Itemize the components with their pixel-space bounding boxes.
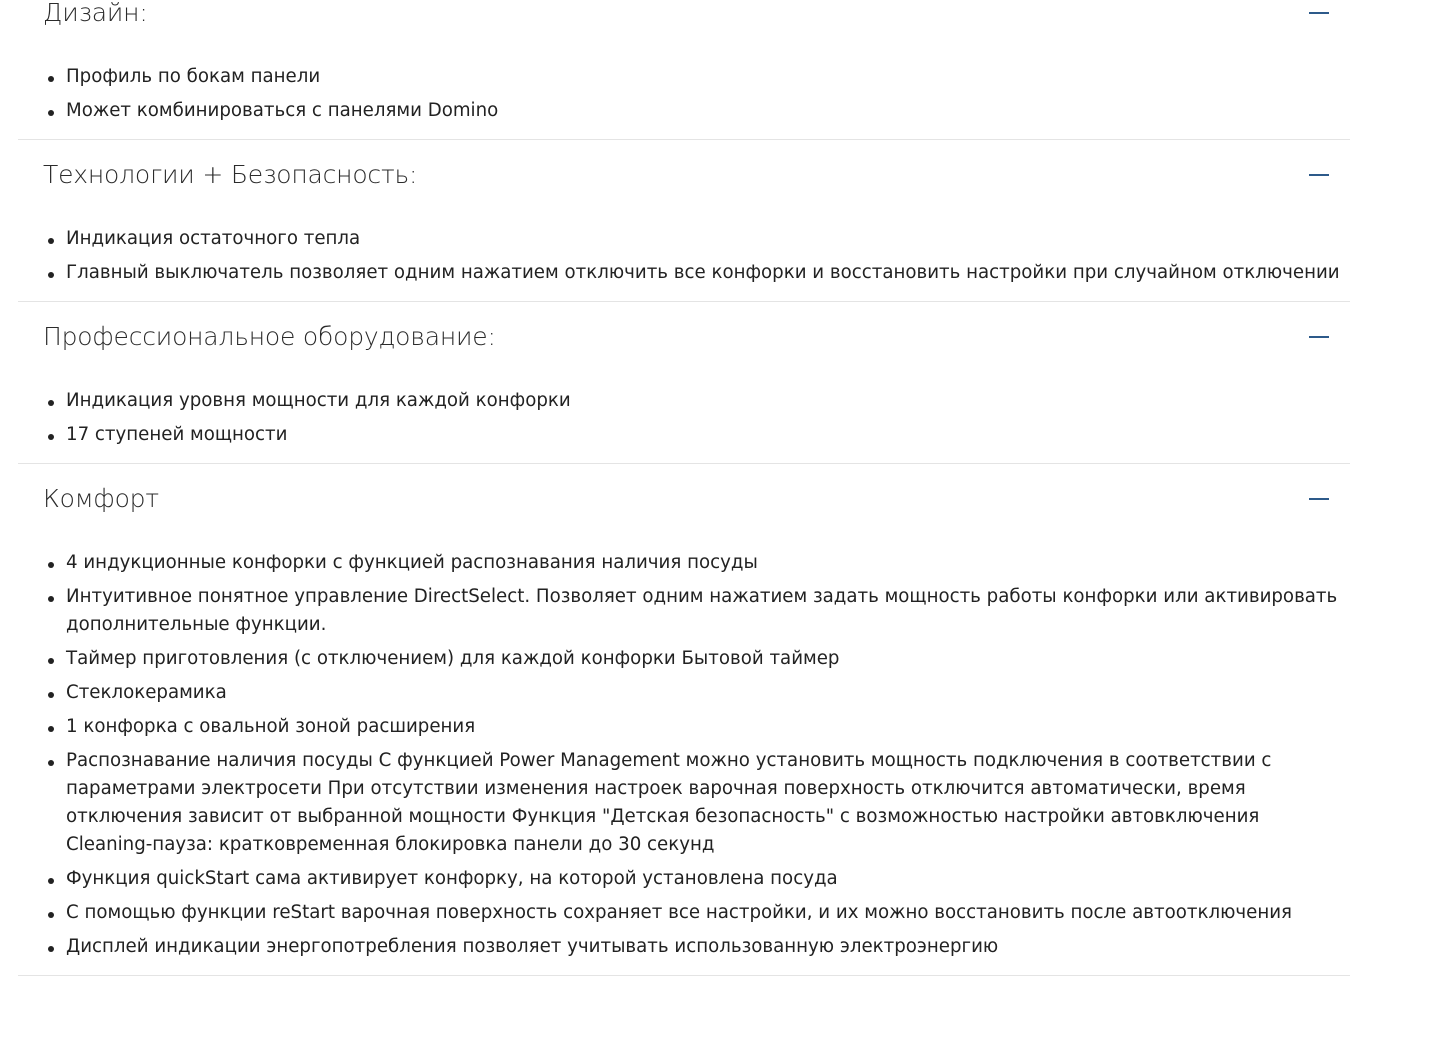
feature-list [18, 546, 1350, 964]
list-item: Индикация уровня мощности для каждой конфорки [66, 384, 1341, 418]
list-item: Индикация остаточного тепла [66, 222, 1341, 256]
list-item: Распознавание наличия посуды С функцией Power Management можно установить мощность подключения в соответствии с параметрами электросети При отсутствии изменения настроек варочная поверхность отключится автоматически, время отключения зависит от выбранной мощности Функция "Детская безопасность" с возможностью настройки автовключения Cleaning-пауза: кратковременная блокировка панели до 30 секунд [66, 744, 1341, 862]
list-item: Главный выключатель позволяет одним нажатием отключить все конфорки и восстановить настройки при случайном отключении [66, 256, 1341, 290]
section-technology-safety [18, 140, 1350, 302]
section-header-design[interactable] [18, 0, 1350, 60]
section-design [18, 0, 1350, 140]
list-item: Функция quickStart сама активирует конфорку, на которой установлена посуда [66, 862, 1341, 896]
section-title: Комфорт [43, 484, 159, 513]
section-title: Дизайн: [43, 0, 148, 27]
collapse-button[interactable] [1302, 482, 1336, 516]
minus-icon [1309, 174, 1329, 176]
feature-list [18, 60, 1350, 128]
section-professional-equipment [18, 302, 1350, 464]
section-body [18, 546, 1350, 975]
list-item: Дисплей индикации энергопотребления позволяет учитывать использованную электроэнергию [66, 930, 1341, 964]
list-item: Профиль по бокам панели [66, 60, 1341, 94]
section-body [18, 60, 1350, 139]
section-body [18, 384, 1350, 463]
collapse-button[interactable] [1302, 158, 1336, 192]
feature-list [18, 222, 1350, 290]
minus-icon [1309, 12, 1329, 14]
minus-icon [1309, 336, 1329, 338]
section-title: Технологии + Безопасность: [43, 160, 418, 189]
collapse-button[interactable] [1302, 0, 1336, 30]
section-comfort [18, 464, 1350, 976]
list-item: 1 конфорка с овальной зоной расширения [66, 710, 1341, 744]
list-item: С помощью функции reStart варочная поверхность сохраняет все настройки, и их можно восстановить после автоотключения [66, 896, 1341, 930]
section-header-comfort[interactable] [18, 464, 1350, 546]
list-item: Таймер приготовления (с отключением) для каждой конфорки Бытовой таймер [66, 642, 1341, 676]
collapse-button[interactable] [1302, 320, 1336, 354]
section-header-technology-safety[interactable] [18, 140, 1350, 222]
list-item: 17 ступеней мощности [66, 418, 1341, 452]
section-title: Профессиональное оборудование: [43, 322, 496, 351]
feature-accordion [18, 0, 1350, 976]
list-item: 4 индукционные конфорки с функцией распознавания наличия посуды [66, 546, 1341, 580]
section-body [18, 222, 1350, 301]
feature-list [18, 384, 1350, 452]
list-item: Может комбинироваться с панелями Domino [66, 94, 1341, 128]
minus-icon [1309, 498, 1329, 500]
list-item: Стеклокерамика [66, 676, 1341, 710]
list-item: Интуитивное понятное управление DirectSelect. Позволяет одним нажатием задать мощность работы конфорки или активировать дополнительные функции. [66, 580, 1341, 642]
section-header-professional-equipment[interactable] [18, 302, 1350, 384]
